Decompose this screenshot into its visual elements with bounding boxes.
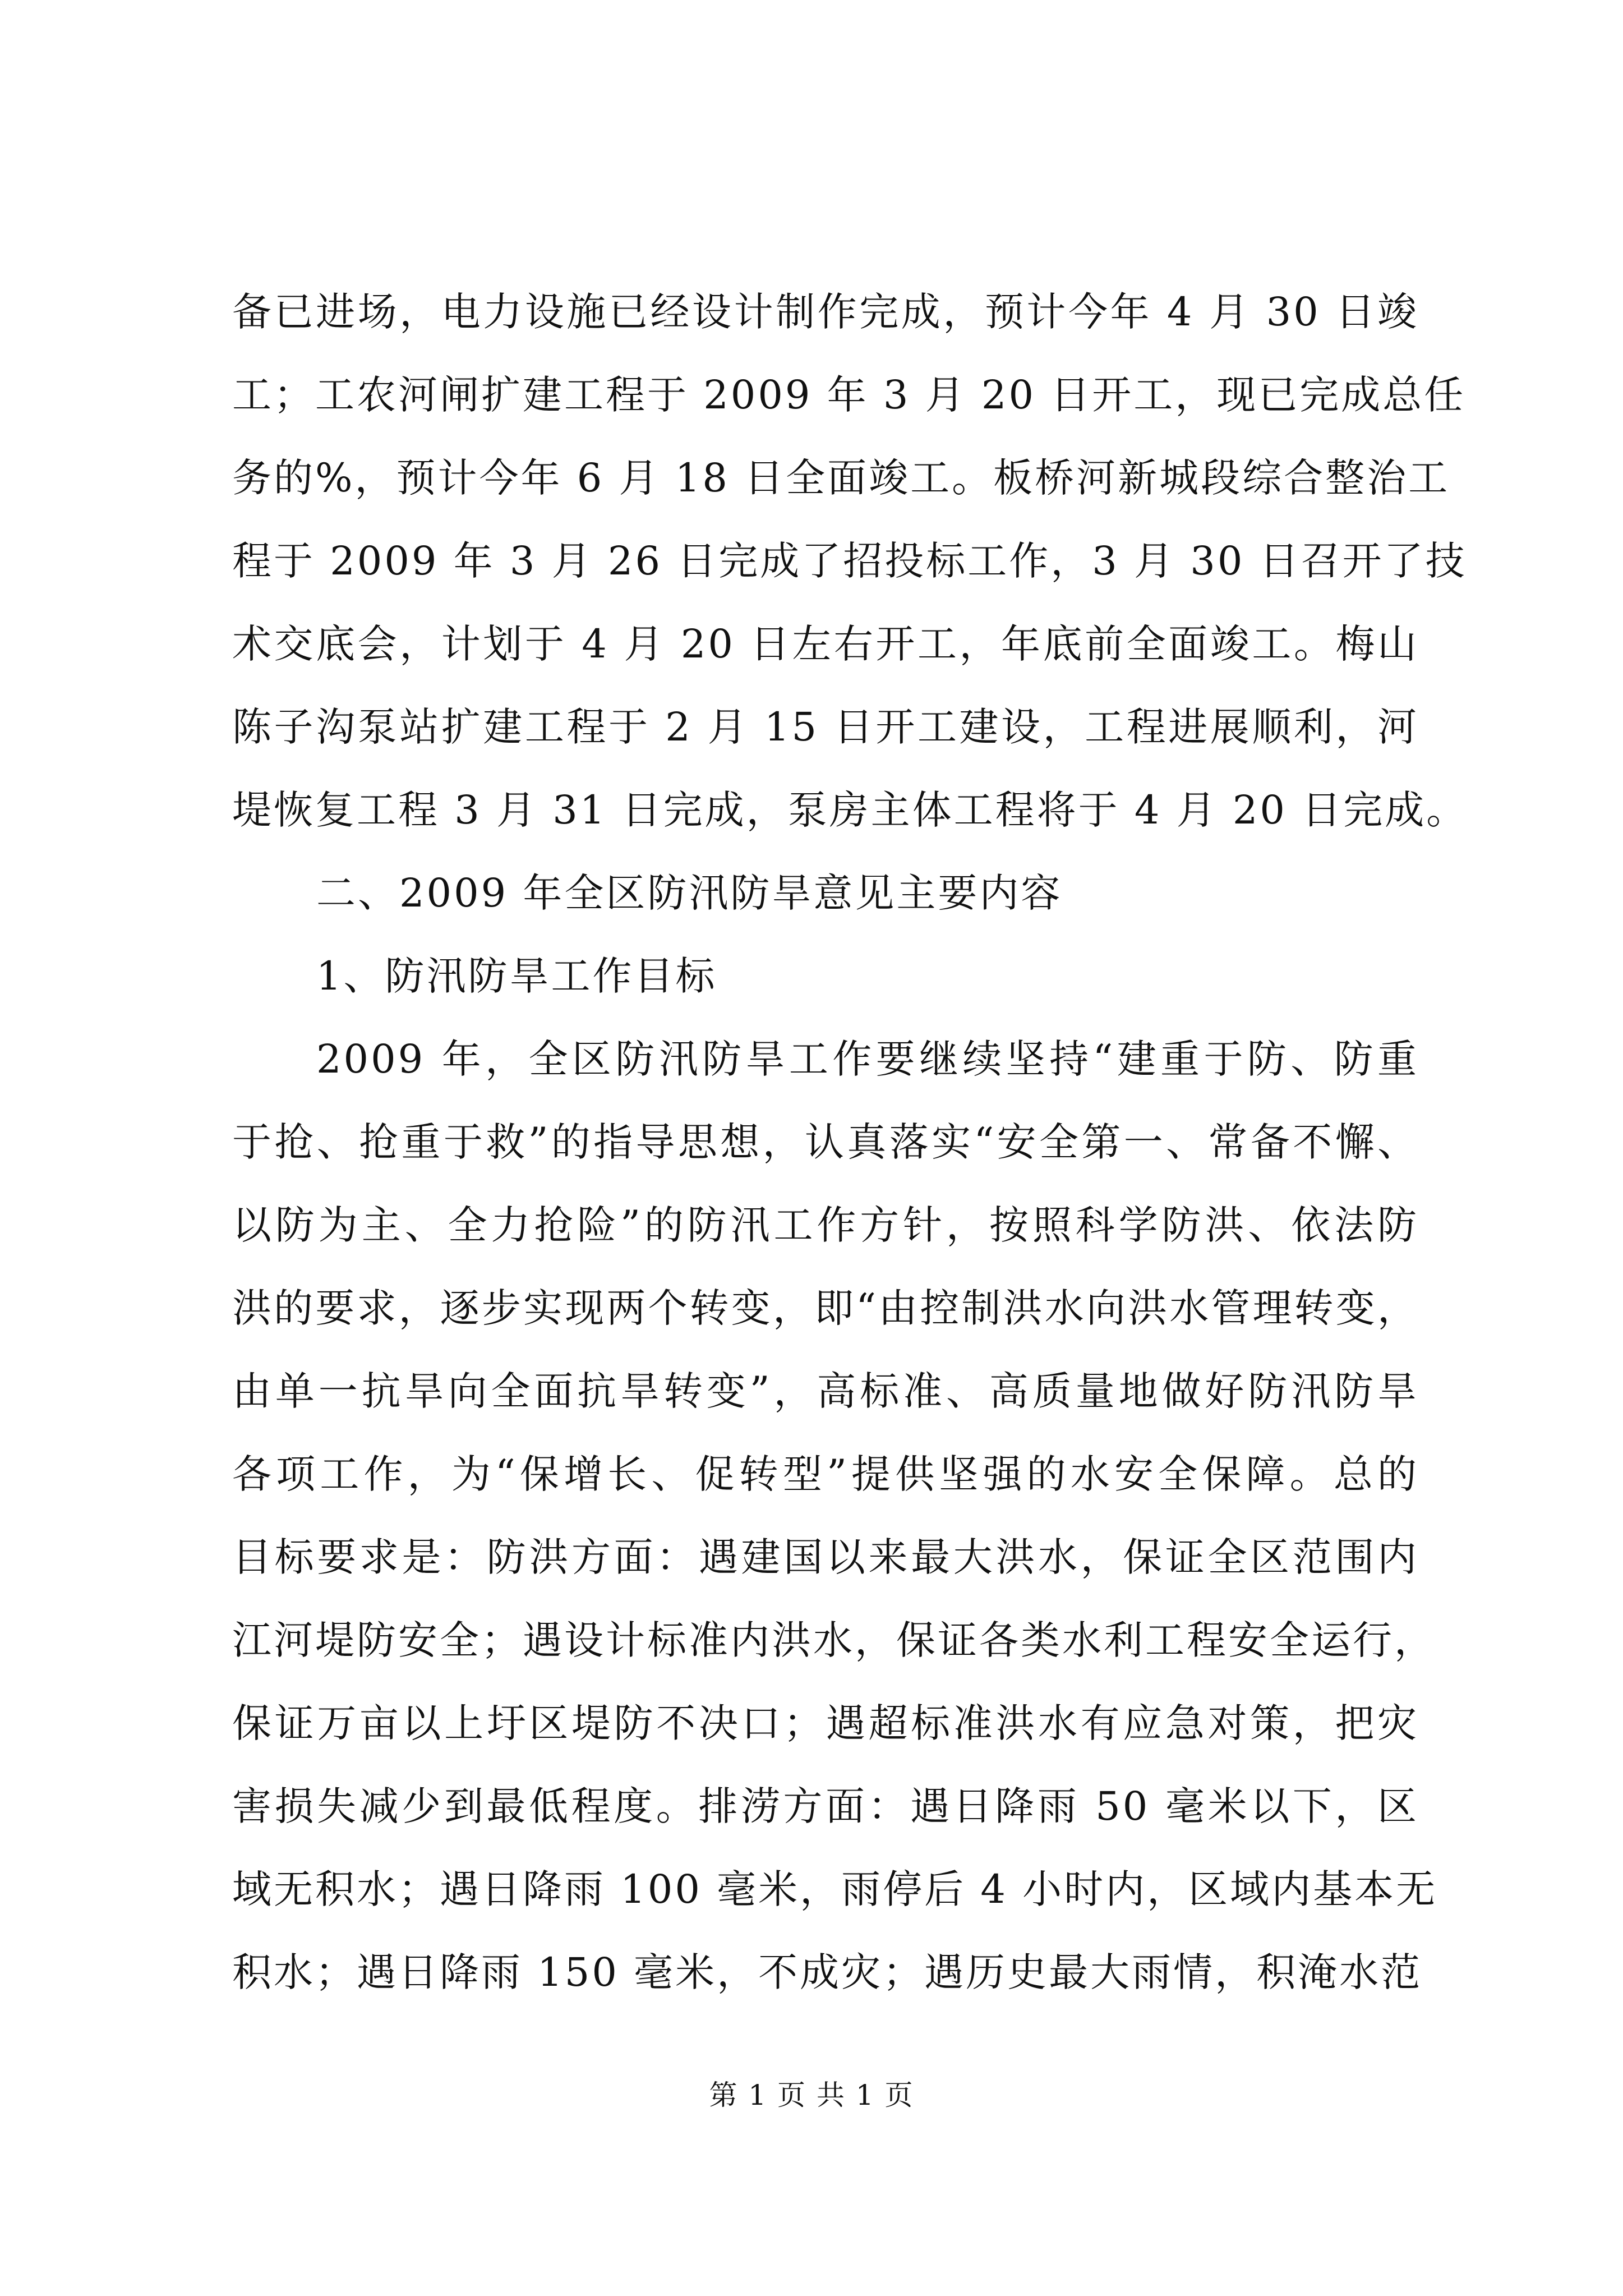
section-heading: 二、2009 年全区防汛防旱意见主要内容 [316, 870, 1063, 916]
page-footer [0, 2076, 1623, 2115]
text-line: 目标要求是：防洪方面：遇建国以来最大洪水，保证全区范围内 [232, 1534, 1419, 1580]
text-line: 术交底会，计划于 4 月 20 日左右开工，年底前全面竣工。梅山 [232, 621, 1419, 667]
text-line: 以防为主、全力抢险”的防汛工作方针，按照科学防洪、依法防 [232, 1202, 1419, 1248]
text-line: 域无积水；遇日降雨 100 毫米，雨停后 4 小时内，区域内基本无 [232, 1866, 1438, 1912]
text-line: 积水；遇日降雨 150 毫米，不成灾；遇历史最大雨情，积淹水范 [232, 1949, 1423, 1995]
subsection-heading: 1、防汛防旱工作目标 [316, 953, 717, 999]
text-line: 江河堤防安全；遇设计标准内洪水，保证各类水利工程安全运行， [232, 1617, 1436, 1663]
text-line: 各项工作，为“保增长、促转型”提供坚强的水安全保障。总的 [232, 1451, 1419, 1497]
text-line: 洪的要求，逐步实现两个转变，即“由控制洪水向洪水管理转变， [232, 1285, 1419, 1331]
text-line: 程于 2009 年 3 月 26 日完成了招投标工作，3 月 30 日召开了技 [232, 538, 1467, 584]
text-line: 害损失减少到最低程度。排涝方面：遇日降雨 50 毫米以下，区 [232, 1783, 1419, 1829]
text-line: 陈子沟泵站扩建工程于 2 月 15 日开工建设，工程进展顺利，河 [232, 704, 1419, 750]
text-line: 堤恢复工程 3 月 31 日完成，泵房主体工程将于 4 月 20 日完成。 [232, 787, 1468, 833]
text-line: 于抢、抢重于救”的指导思想，认真落实“安全第一、常备不懈、 [232, 1119, 1419, 1165]
text-line: 备已进场，电力设施已经设计制作完成，预计今年 4 月 30 日竣 [232, 289, 1419, 335]
text-line: 工；工农河闸扩建工程于 2009 年 3 月 20 日开工，现已完成总任 [232, 372, 1466, 418]
page-number: 第 1 页 共 1 页 [709, 2079, 914, 2111]
text-line: 务的%，预计今年 6 月 18 日全面竣工。板桥河新城段综合整治工 [232, 455, 1450, 501]
text-line: 保证万亩以上圩区堤防不决口；遇超标准洪水有应急对策，把灾 [232, 1700, 1419, 1746]
document-body [232, 270, 1468, 2014]
text-line: 由单一抗旱向全面抗旱转变”，高标准、高质量地做好防汛防旱 [232, 1368, 1419, 1414]
text-line: 2009 年，全区防汛防旱工作要继续坚持“建重于防、防重 [316, 1036, 1419, 1082]
